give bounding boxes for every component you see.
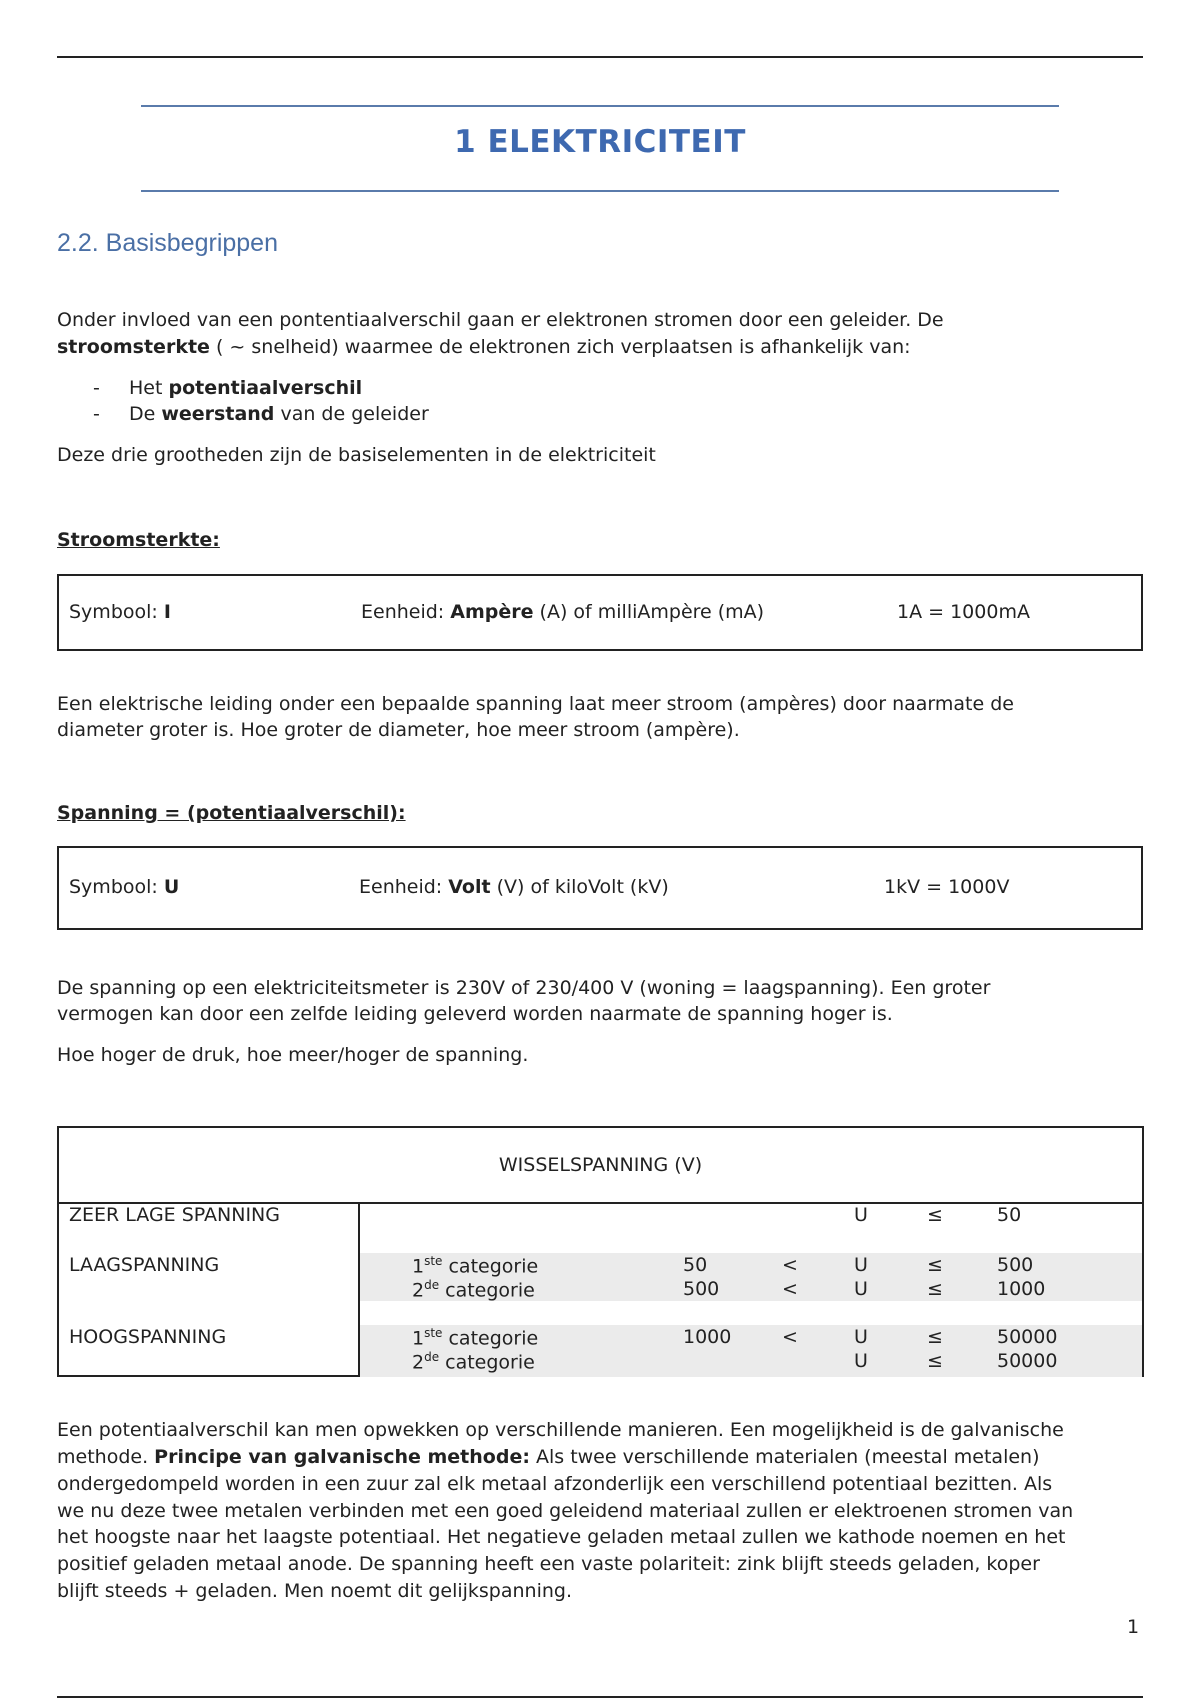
label-hoogspanning: HOOGSPANNING bbox=[69, 1326, 227, 1348]
current-symbol-label: Symbool: bbox=[69, 601, 164, 623]
laag-cat-2-leq: ≤ bbox=[927, 1278, 943, 1300]
hoog-cat-1 bbox=[412, 1326, 538, 1349]
hoog-cat-1-leq: ≤ bbox=[927, 1326, 943, 1348]
term-stroomsterkte: stroomsterkte bbox=[57, 336, 210, 358]
title-rule-bottom bbox=[141, 190, 1059, 192]
laag-cat-1-num: 1 bbox=[412, 1255, 425, 1278]
laag-cat-1-sup: ste bbox=[424, 1254, 443, 1268]
galvanic-line-3: ondergedompeld worden in een zuur zal elk metaal afzonderlijk een verschillend potentiaal bezitten. Als bbox=[57, 1473, 1053, 1495]
current-unit-label: Eenheid: bbox=[361, 601, 451, 623]
label-zeer-lage-spanning: ZEER LAGE SPANNING bbox=[69, 1204, 280, 1226]
bullet-2-prefix: De bbox=[129, 403, 162, 425]
intro-line-1: Onder invloed van een pontentiaalverschil gaan er elektronen stromen door een geleider. De bbox=[57, 309, 944, 331]
current-conversion: 1A = 1000mA bbox=[897, 601, 1030, 623]
hoog-cat-2-max: 50000 bbox=[997, 1350, 1058, 1372]
hoog-cat-1-num: 1 bbox=[412, 1327, 425, 1350]
intro-line-2 bbox=[57, 334, 911, 361]
zeer-laag-u: U bbox=[854, 1204, 868, 1226]
galvanic-line-7: blijft steeds + geladen. Men noemt dit gelijkspanning. bbox=[57, 1580, 573, 1602]
label-laagspanning: LAAGSPANNING bbox=[69, 1254, 220, 1276]
term-weerstand: weerstand bbox=[161, 403, 275, 425]
intro-line-2-rest: ( ~ snelheid) waarmee de elektronen zich verplaatsen is afhankelijk van: bbox=[209, 336, 911, 358]
laag-cat-2-u: U bbox=[854, 1278, 868, 1300]
hoog-cat-2 bbox=[412, 1350, 535, 1373]
hoog-cat-1-word: categorie bbox=[442, 1327, 539, 1350]
zeer-laag-leq: ≤ bbox=[927, 1204, 943, 1226]
hoog-cat-2-sup: de bbox=[424, 1350, 440, 1364]
current-symbol-value: I bbox=[163, 601, 171, 623]
voltage-symbol-value: U bbox=[163, 876, 180, 898]
laag-cat-1 bbox=[412, 1254, 538, 1277]
term-potentiaalverschil: potentiaalverschil bbox=[168, 377, 363, 399]
bullet-item-2 bbox=[129, 401, 429, 428]
bullet-item-1 bbox=[129, 375, 362, 402]
page-number: 1 bbox=[1127, 1616, 1140, 1638]
bullet-marker-2: - bbox=[93, 403, 100, 425]
voltage-info-box bbox=[57, 846, 1143, 930]
hoog-cat-1-u: U bbox=[854, 1326, 868, 1348]
laag-cat-2-word: categorie bbox=[439, 1279, 535, 1302]
laag-cat-2-num: 2 bbox=[412, 1279, 425, 1302]
voltage-symbol-label: Symbool: bbox=[69, 876, 164, 898]
laag-cat-1-word: categorie bbox=[442, 1255, 539, 1278]
page-title: 1 ELEKTRICITEIT bbox=[454, 124, 746, 160]
laag-cat-2-lt: < bbox=[782, 1278, 798, 1300]
voltage-heading: Spanning = (potentiaalverschil): bbox=[57, 802, 406, 824]
galvanic-line-2-prefix: methode. bbox=[57, 1446, 155, 1468]
hoog-cat-2-word: categorie bbox=[439, 1351, 535, 1374]
laag-cat-1-leq: ≤ bbox=[927, 1254, 943, 1276]
hoog-cat-2-u: U bbox=[854, 1350, 868, 1372]
voltage-conversion: 1kV = 1000V bbox=[884, 876, 1010, 898]
voltage-unit-name: Volt bbox=[448, 876, 491, 898]
bottom-rule bbox=[57, 1696, 1143, 1698]
section-heading: 2.2. Basisbegrippen bbox=[57, 229, 278, 257]
laag-cat-2-sup: de bbox=[424, 1278, 440, 1292]
hoog-cat-1-max: 50000 bbox=[997, 1326, 1058, 1348]
current-heading: Stroomsterkte: bbox=[57, 529, 220, 551]
galvanic-line-4: we nu deze twee metalen verbinden met een goed geleidend materiaal zullen er elektroenen stromen van bbox=[57, 1500, 1074, 1522]
voltage-symbol bbox=[69, 876, 179, 898]
bullet-marker-1: - bbox=[93, 377, 100, 399]
galvanic-line-2 bbox=[57, 1444, 1040, 1471]
hoog-cat-1-lt: < bbox=[782, 1326, 798, 1348]
term-galvanic-principle: Principe van galvanische methode: bbox=[154, 1446, 530, 1468]
voltage-text-line-1: De spanning op een elektriciteitsmeter is 230V of 230/400 V (woning = laagspanning). Een groter bbox=[57, 977, 991, 999]
laag-cat-2-min: 500 bbox=[683, 1278, 720, 1300]
bullet-1-prefix: Het bbox=[129, 377, 169, 399]
hoog-cat-2-num: 2 bbox=[412, 1351, 425, 1374]
zeer-laag-max: 50 bbox=[997, 1204, 1022, 1226]
voltage-text-line-2: vermogen kan door een zelfde leiding geleverd worden naarmate de spanning hoger is. bbox=[57, 1003, 893, 1025]
galvanic-line-6: positief geladen metaal anode. De spanning heeft een vaste polariteit: zink blijft steeds geladen, koper bbox=[57, 1553, 1040, 1575]
current-text-line-1: Een elektrische leiding onder een bepaalde spanning laat meer stroom (ampères) door naarmate de bbox=[57, 693, 1014, 715]
voltage-unit-rest: (V) of kiloVolt (kV) bbox=[490, 876, 669, 898]
hoog-cat-1-sup: ste bbox=[424, 1326, 443, 1340]
galvanic-line-2-rest: Als twee verschillende materialen (meestal metalen) bbox=[529, 1446, 1040, 1468]
current-text-line-2: diameter groter is. Hoe groter de diameter, hoe meer stroom (ampère). bbox=[57, 719, 740, 741]
top-rule bbox=[57, 56, 1143, 58]
voltage-unit-label: Eenheid: bbox=[359, 876, 449, 898]
bullet-2-rest: van de geleider bbox=[274, 403, 429, 425]
laag-cat-1-min: 50 bbox=[683, 1254, 708, 1276]
current-unit bbox=[361, 601, 764, 623]
hoog-cat-1-min: 1000 bbox=[683, 1326, 732, 1348]
table-header: WISSELSPANNING (V) bbox=[59, 1128, 1142, 1204]
galvanic-line-5: het hoogste naar het laagste potentiaal. Het negatieve geladen metaal zullen we kathode noemen en het bbox=[57, 1526, 1066, 1548]
title-rule-top bbox=[141, 105, 1059, 107]
current-unit-name: Ampère bbox=[450, 601, 534, 623]
voltage-unit bbox=[359, 876, 669, 898]
laag-cat-1-u: U bbox=[854, 1254, 868, 1276]
current-unit-rest: (A) of milliAmpère (mA) bbox=[533, 601, 765, 623]
voltage-text-line-3: Hoe hoger de druk, hoe meer/hoger de spanning. bbox=[57, 1044, 529, 1066]
laag-cat-2-max: 1000 bbox=[997, 1278, 1046, 1300]
voltage-class-table bbox=[57, 1126, 1144, 1377]
laag-cat-1-lt: < bbox=[782, 1254, 798, 1276]
galvanic-line-1: Een potentiaalverschil kan men opwekken op verschillende manieren. Een mogelijkheid is de galvanische bbox=[57, 1419, 1064, 1441]
laag-cat-1-max: 500 bbox=[997, 1254, 1034, 1276]
hoog-cat-2-leq: ≤ bbox=[927, 1350, 943, 1372]
laag-cat-2 bbox=[412, 1278, 535, 1301]
intro-summary: Deze drie grootheden zijn de basiselementen in de elektriciteit bbox=[57, 444, 656, 466]
current-symbol bbox=[69, 601, 171, 623]
current-info-box bbox=[57, 574, 1143, 651]
